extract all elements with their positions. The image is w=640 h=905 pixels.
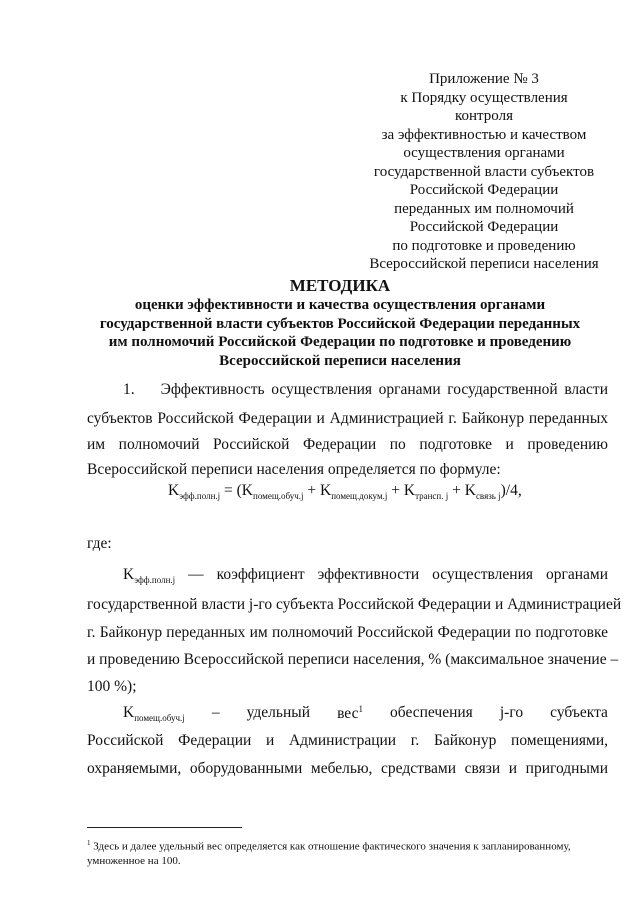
definition-word: – — [211, 704, 220, 721]
definition-word: обеспечения — [390, 704, 473, 721]
term-k: K — [123, 566, 135, 583]
definition-2-line: охраняемыми, оборудованными мебелью, средствами связи и пригодными — [87, 760, 608, 777]
paragraph-text: Эффективность осуществления органами государственной власти — [160, 381, 608, 398]
definition-word — [337, 704, 363, 723]
formula-subscript: помещ.докум.j — [331, 491, 388, 502]
formula-subscript: эфф.полн.j — [179, 491, 221, 502]
definition-word: — — [188, 566, 204, 583]
definition-2-first-line — [123, 704, 608, 723]
definition-word: удельный — [246, 704, 310, 721]
definition-word: осуществления — [432, 566, 533, 583]
formula-text: + K — [303, 482, 332, 499]
appendix-line: по подготовке и проведению — [392, 237, 576, 254]
paragraph-1-line: Всероссийской переписи населения определяется по формуле: — [87, 461, 501, 478]
formula — [168, 482, 522, 501]
footnote-reference: 1 — [358, 704, 363, 714]
document-subtitle-line: им полномочий Российской Федерации по подготовке и проведению — [108, 334, 572, 350]
appendix-line: осуществления органами — [403, 145, 565, 161]
footnote — [87, 836, 608, 868]
formula-subscript: связь j — [475, 491, 501, 502]
definition-1-first-line — [123, 566, 608, 585]
definition-term — [123, 704, 185, 723]
definition-word: эффективности — [317, 566, 420, 583]
formula-subscript: помещ.обуч.j — [253, 491, 304, 502]
footnote-mark: 1 — [87, 839, 91, 847]
formula-text: + K — [387, 482, 416, 499]
definition-1-line: и проведению Всероссийской переписи населения, % (максимальное значение – — [87, 651, 619, 668]
definition-1-line: г. Байконур переданных им полномочий Российской Федерации по подготовке — [87, 624, 608, 641]
definition-1-line: 100 %); — [87, 678, 137, 695]
paragraph-1-line: субъектов Российской Федерации и Администрацией г. Байконур переданных — [87, 410, 608, 427]
document-subtitle-line: государственной власти субъектов Российской Федерации переданных — [99, 315, 581, 332]
appendix-line: Российской Федерации — [409, 219, 559, 235]
formula-k: K — [168, 482, 180, 499]
appendix-line: за эффективностью и качеством — [381, 126, 587, 143]
document-title: МЕТОДИКА — [289, 276, 391, 295]
definition-word: коэффициент — [216, 566, 305, 583]
definition-2-line: Российской Федерации и Администрации г. Байконур помещениями, — [87, 732, 608, 749]
appendix-line: Всероссийской переписи населения — [369, 256, 599, 272]
document-subtitle-line: оценки эффективности и качества осуществления органами — [134, 297, 546, 313]
definition-term — [123, 566, 175, 585]
term-subscript: помещ.обуч.j — [134, 713, 185, 724]
formula-subscript: трансп. j — [415, 491, 449, 502]
definition-word: субъекта — [550, 704, 608, 721]
formula-text: = (K — [220, 482, 253, 499]
footnote-divider — [87, 827, 242, 828]
document-subtitle-line: Всероссийской переписи населения — [219, 352, 461, 369]
formula-text: + K — [448, 482, 476, 499]
appendix-block — [360, 70, 608, 274]
appendix-line: контроля — [455, 108, 513, 124]
paragraph-number: 1. — [123, 381, 135, 398]
footnote-text: Здесь и далее удельный вес определяется как отношение фактического значения к запланированному, умноженное на 100. — [87, 840, 571, 867]
document-heading — [70, 276, 610, 370]
word-text: вес — [337, 705, 359, 723]
definition-word: органами — [545, 566, 608, 583]
appendix-line: государственной власти субъектов — [373, 163, 595, 180]
definition-1-line: государственной власти j-го субъекта Российской Федерации и Администрацией — [87, 596, 622, 613]
paragraph-1-first-line — [123, 381, 608, 399]
formula-text: )/4, — [500, 482, 522, 499]
appendix-line: Российской Федерации — [409, 182, 559, 198]
where-label: где: — [87, 535, 112, 552]
appendix-line: Приложение № 3 — [429, 71, 539, 87]
appendix-line: к Порядку осуществления — [400, 89, 568, 106]
definition-word: j-го — [499, 704, 524, 721]
appendix-line: переданных им полномочий — [394, 200, 574, 217]
term-subscript: эфф.полн.j — [134, 575, 176, 586]
term-k: K — [123, 704, 135, 721]
paragraph-1-line: им полномочий Российской Федерации по подготовке и проведению — [87, 436, 608, 453]
